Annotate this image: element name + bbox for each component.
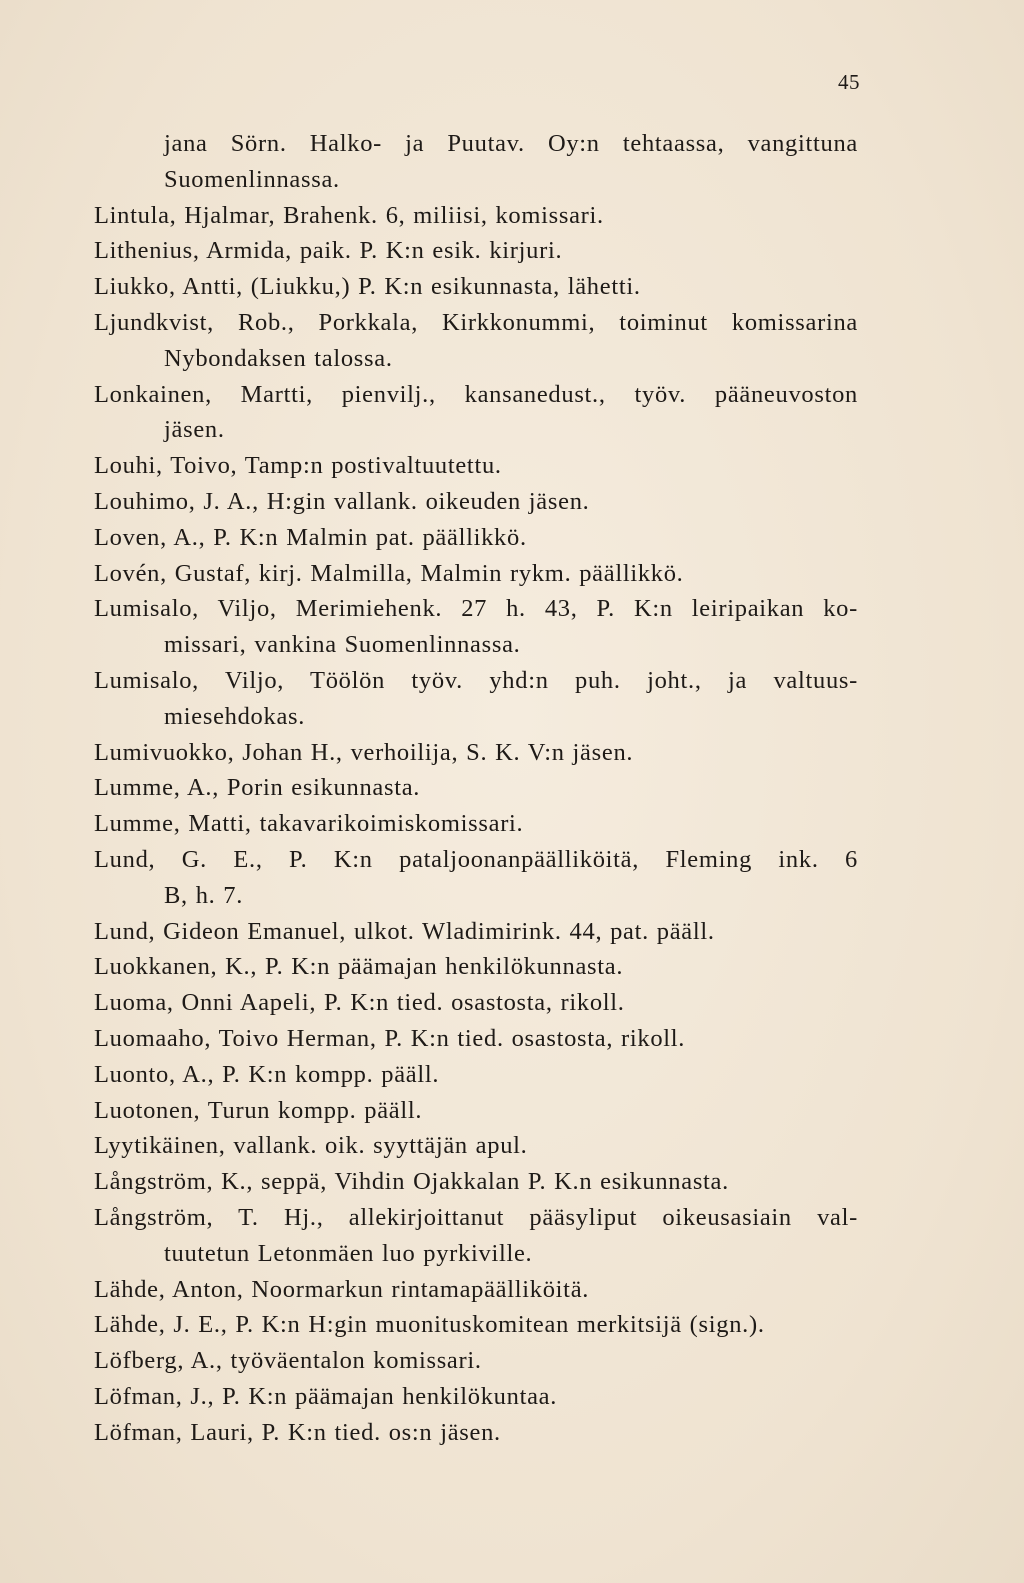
page-number: 45 [838, 70, 860, 94]
entry-line: Lovén, Gustaf, kirj. Malmilla, Malmin rykm. päällikkö. [94, 559, 684, 587]
entry-line: Lumivuokko, Johan H., verhoilija, S. K. V:n jäsen. [94, 738, 634, 766]
entry-line: Lumme, A., Porin esikunnasta. [94, 774, 421, 802]
entry-line: Långström, K., seppä, Vihdin Ojakkalan P. K.n esikunnasta. [94, 1168, 729, 1196]
entry-line: Louhi, Toivo, Tamp:n postivaltuutettu. [94, 452, 502, 480]
entry-continuation-line: jana Sörn. Halko- ja Puutav. Oy:n tehtaassa, vangittuna [164, 130, 858, 157]
entry-line: Lumisalo, Viljo, Töölön työv. yhd:n puh. joht., ja valtuus- [94, 666, 858, 694]
entry-continuation-line: tuutetun Letonmäen luo pyrkiville. [164, 1239, 533, 1267]
entry-continuation-line: miesehdokas. [164, 702, 306, 730]
entry-continuation-line: missari, vankina Suomenlinnassa. [164, 631, 521, 659]
entry-line: Lähde, Anton, Noormarkun rintamapäälliköitä. [94, 1275, 590, 1303]
entry-line: Luotonen, Turun kompp. pääll. [94, 1096, 423, 1124]
entry-line: Lonkainen, Martti, pienvilj., kansanedust., työv. pääneuvoston [94, 380, 858, 408]
entry-continuation-line: Nybondaksen talossa. [164, 344, 393, 372]
entry-line: Luonto, A., P. K:n kompp. pääll. [94, 1060, 440, 1088]
entry-line: Liukko, Antti, (Liukku,) P. K:n esikunnasta, lähetti. [94, 273, 641, 301]
entry-line: Lumme, Matti, takavarikoimiskomissari. [94, 810, 524, 838]
entry-line: Löfman, J., P. K:n päämajan henkilökuntaa. [94, 1382, 558, 1410]
entry-continuation-line: B, h. 7. [164, 881, 244, 909]
entry-line: Loven, A., P. K:n Malmin pat. päällikkö. [94, 523, 527, 551]
entry-line: Lithenius, Armida, paik. P. K:n esik. kirjuri. [94, 237, 563, 265]
entry-line: Luomaaho, Toivo Herman, P. K:n tied. osastosta, rikoll. [94, 1024, 686, 1052]
entry-line: Luokkanen, K., P. K:n päämajan henkilökunnasta. [94, 953, 624, 981]
register-entries [94, 126, 858, 1450]
entry-line: Luoma, Onni Aapeli, P. K:n tied. osastosta, rikoll. [94, 989, 625, 1017]
entry-line: Lumisalo, Viljo, Merimiehenk. 27 h. 43, P. K:n leiripaikan ko- [94, 595, 858, 623]
entry-line: Lähde, J. E., P. K:n H:gin muonituskomitean merkitsijä (sign.). [94, 1311, 765, 1339]
entry-line: Louhimo, J. A., H:gin vallank. oikeuden jäsen. [94, 487, 590, 515]
entry-line: Lintula, Hjalmar, Brahenk. 6, miliisi, komissari. [94, 201, 604, 229]
entry-line: Lyytikäinen, vallank. oik. syyttäjän apul. [94, 1132, 528, 1160]
entry-continuation-line: jäsen. [164, 416, 225, 444]
entry-line: Ljundkvist, Rob., Porkkala, Kirkkonummi, toiminut komissarina [94, 308, 858, 336]
entry-line: Lund, Gideon Emanuel, ulkot. Wladimirink. 44, pat. pääll. [94, 917, 715, 945]
entry-line: Löfman, Lauri, P. K:n tied. os:n jäsen. [94, 1418, 501, 1446]
entry-continuation-line: Suomenlinnassa. [164, 165, 340, 193]
entry-line: Lund, G. E., P. K:n pataljoonanpäälliköitä, Fleming ink. 6 [94, 845, 858, 873]
entry-line: Löfberg, A., työväentalon komissari. [94, 1347, 482, 1375]
entry-line: Långström, T. Hj., allekirjoittanut pääsyliput oikeusasiain val- [94, 1203, 858, 1231]
